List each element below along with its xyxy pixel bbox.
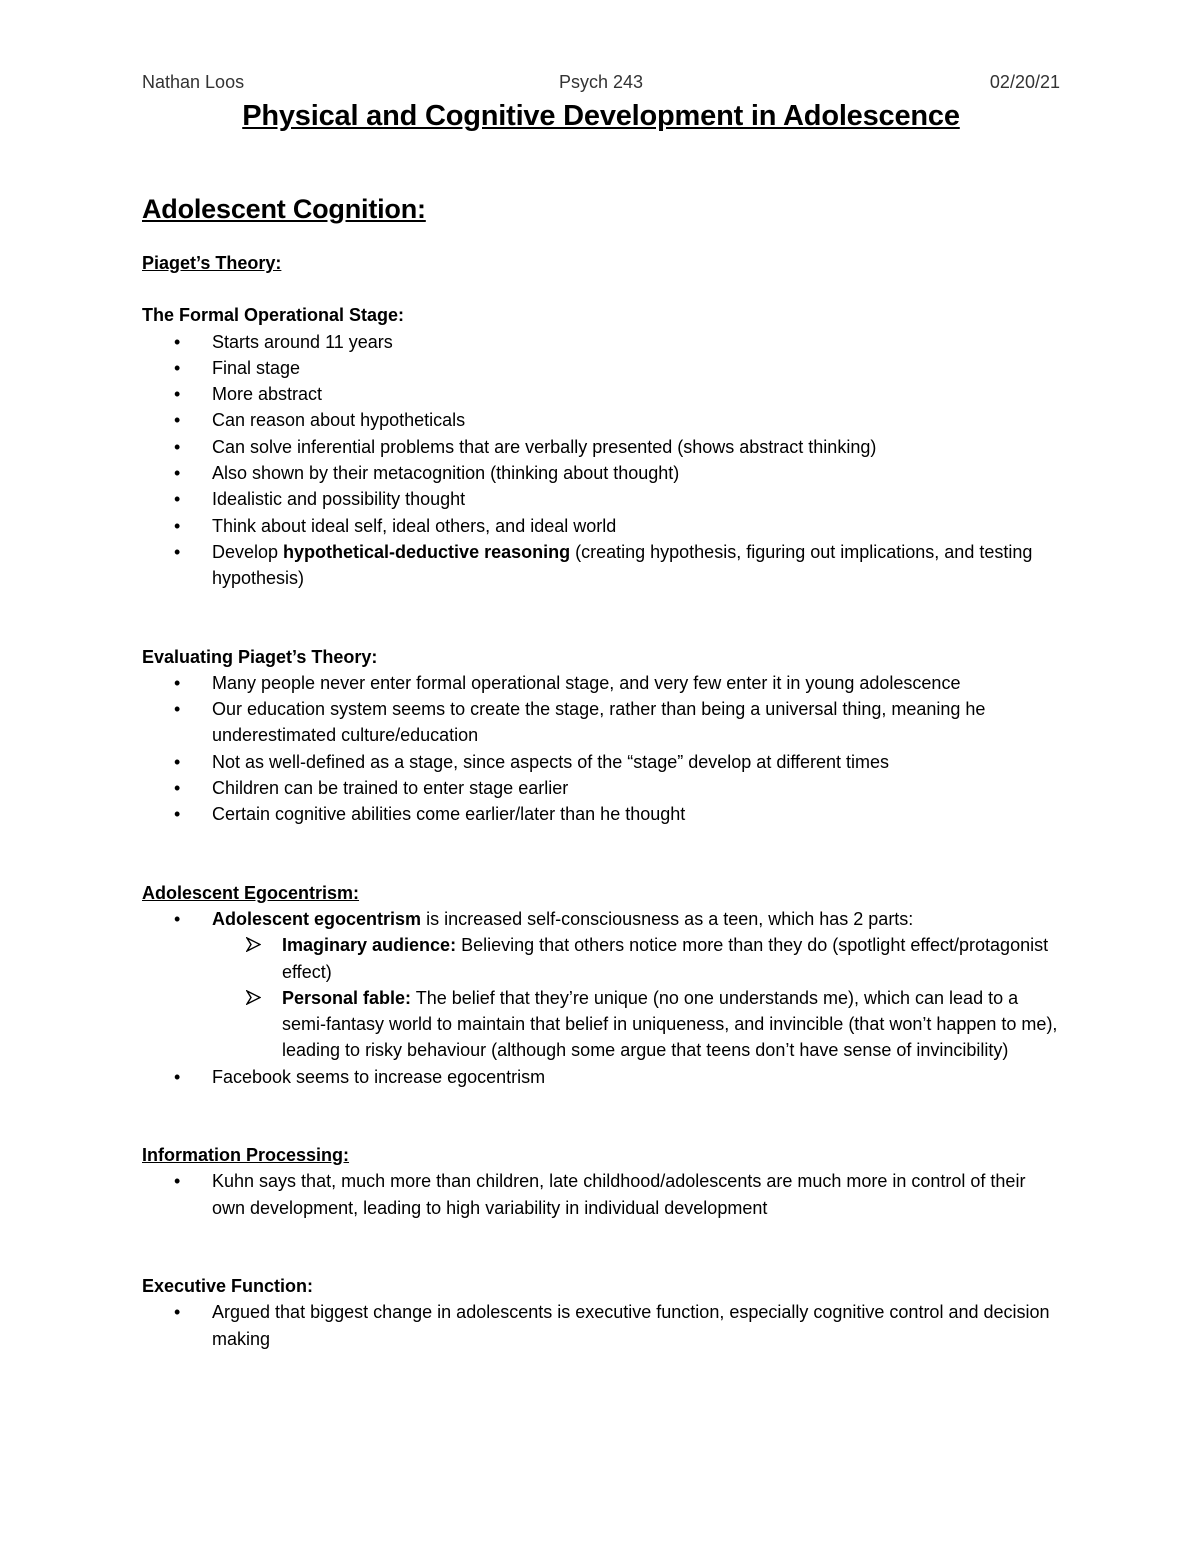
formal-stage-heading: The Formal Operational Stage: — [142, 305, 405, 326]
list-item: • Not as well-defined as a stage, since aspects of the “stage” develop at different times — [142, 749, 1060, 775]
key-term: Personal fable: — [282, 987, 412, 1008]
info-processing-list — [142, 1168, 1060, 1221]
list-item: • Can reason about hypotheticals — [142, 407, 1060, 433]
evaluating-list — [142, 670, 1060, 828]
arrowhead-bullet-icon — [246, 937, 261, 952]
list-item: • Starts around 11 years — [142, 329, 1060, 355]
section-title: Adolescent Cognition: — [142, 194, 426, 224]
list-item — [142, 906, 1060, 1064]
egocentrism-sublist — [212, 932, 1060, 1063]
sub-list-text: Believing that others notice more than they do (spotlight effect/protagonist effect) — [282, 935, 1049, 982]
sub-list-text: The belief that they’re unique (no one understands me), which can lead to a semi-fantasy world to maintain that belief in uniqueness, and invincible (that won’t happen to me), leading to risky behaviour (although some argue that teens don’t have sense of invincibility) — [282, 987, 1058, 1061]
document-date: 02/20/21 — [989, 72, 1060, 92]
document-title: Physical and Cognitive Development in Adolescence — [242, 100, 960, 132]
list-item: • Idealistic and possibility thought — [142, 486, 1060, 512]
list-item: • Facebook seems to increase egocentrism — [142, 1064, 1060, 1090]
key-term: Imaginary audience: — [282, 935, 457, 956]
list-item: • More abstract — [142, 381, 1060, 407]
executive-heading: Executive Function: — [142, 1275, 314, 1296]
list-item-suffix: is increased self-consciousness as a teen, which has 2 parts: — [421, 908, 914, 929]
piaget-heading: Piaget’s Theory: — [142, 253, 282, 273]
key-term: Adolescent egocentrism — [212, 908, 422, 929]
document-body — [142, 250, 1060, 1352]
sub-list-item — [212, 985, 1060, 1064]
list-item: • Argued that biggest change in adolescents is executive function, especially cognitive control and decision making — [142, 1299, 1060, 1352]
executive-list — [142, 1299, 1060, 1352]
info-processing-heading: Information Processing: — [142, 1145, 350, 1166]
list-item: • Also shown by their metacognition (thinking about thought) — [142, 460, 1060, 486]
list-item: • Children can be trained to enter stage earlier — [142, 775, 1060, 801]
list-item: • Can solve inferential problems that are verbally presented (shows abstract thinking) — [142, 434, 1060, 460]
list-item: • Our education system seems to create the stage, rather than being a universal thing, meaning he underestimated culture/education — [142, 696, 1060, 749]
course-name: Psych 243 — [558, 72, 644, 92]
list-item: • Many people never enter formal operational stage, and very few enter it in young adolescence — [142, 670, 1060, 696]
formal-stage-list — [142, 329, 1060, 592]
arrowhead-bullet-icon — [246, 990, 261, 1005]
list-item — [142, 539, 1060, 592]
egocentrism-list — [142, 906, 1060, 1090]
page-header — [142, 72, 1060, 96]
list-item: • Certain cognitive abilities come earlier/later than he thought — [142, 801, 1060, 827]
egocentrism-heading: Adolescent Egocentrism: — [142, 882, 360, 903]
list-item: • Kuhn says that, much more than children, late childhood/adolescents are much more in control of their own development, leading to high variability in individual development — [142, 1168, 1060, 1221]
evaluating-heading: Evaluating Piaget’s Theory: — [142, 646, 378, 667]
list-item: • Think about ideal self, ideal others, and ideal world — [142, 513, 1060, 539]
author-name: Nathan Loos — [142, 72, 245, 92]
list-item: • Final stage — [142, 355, 1060, 381]
list-item-prefix: Develop — [212, 541, 284, 562]
list-item-suffix: (creating hypothesis, figuring out implications, and testing hypothesis) — [212, 541, 1033, 589]
sub-list-item — [212, 932, 1060, 985]
key-term: hypothetical-deductive reasoning — [283, 541, 571, 562]
